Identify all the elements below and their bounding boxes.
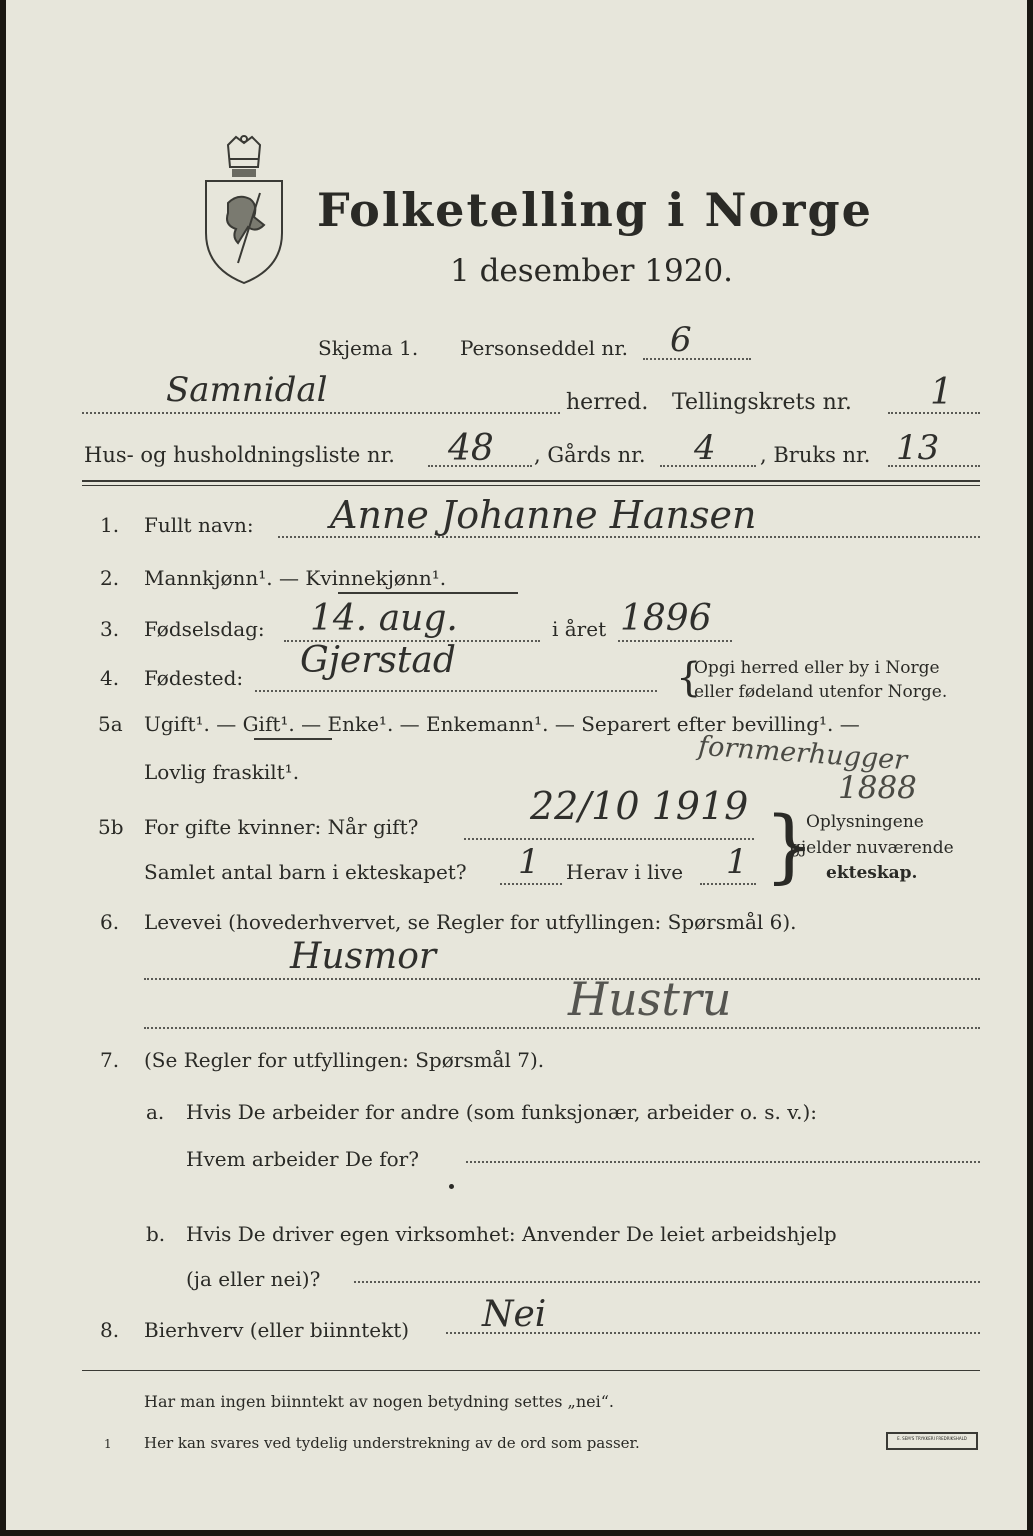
gards-label: , Gårds nr. bbox=[534, 443, 646, 467]
q7-number: 7. bbox=[100, 1048, 120, 1072]
q3-year-label: i året bbox=[552, 617, 607, 641]
ink-dot bbox=[449, 1184, 454, 1189]
scan-edge-bottom bbox=[0, 1530, 1033, 1536]
gift-underline bbox=[254, 738, 332, 740]
q6-line-2 bbox=[144, 1027, 980, 1029]
side-income-value[interactable]: Nei bbox=[482, 1294, 547, 1335]
bruks-value[interactable]: 13 bbox=[896, 428, 940, 468]
scan-edge-right bbox=[1027, 0, 1033, 1536]
q6-label: Levevei (hovederhvervet, se Regler for utfyllingen: Spørsmål 6). bbox=[144, 910, 797, 934]
printer-stamp-text: E. SEM'S TRYKKERI FREDRIKSHALD bbox=[897, 1436, 967, 1441]
personseddel-label: Personseddel nr. bbox=[460, 336, 629, 360]
scan-edge-left bbox=[0, 0, 6, 1536]
footnote-text: Her kan svares ved tydelig understrekning av de ord som passer. bbox=[144, 1434, 640, 1452]
q4-line bbox=[255, 690, 657, 692]
occupation-value[interactable]: Husmor bbox=[290, 936, 437, 977]
q2-number: 2. bbox=[100, 566, 120, 590]
bruks-label: , Bruks nr. bbox=[760, 443, 871, 467]
q5a-number: 5a bbox=[98, 712, 123, 736]
full-name-value[interactable]: Anne Johanne Hansen bbox=[330, 493, 757, 537]
q5b-note-line2: gjelder nuværende bbox=[790, 838, 954, 858]
herred-label: herred. bbox=[566, 390, 649, 415]
q7a-letter: a. bbox=[146, 1100, 165, 1124]
q4-note-line1: Opgi herred eller by i Norge bbox=[694, 658, 940, 678]
footer-rule bbox=[82, 1370, 980, 1371]
q8-number: 8. bbox=[100, 1318, 120, 1342]
herred-line bbox=[82, 412, 560, 414]
birth-day-value[interactable]: 14. aug. bbox=[310, 598, 458, 639]
children-value[interactable]: 1 bbox=[518, 842, 540, 882]
printer-stamp bbox=[886, 1432, 978, 1450]
margin-year: 1888 bbox=[838, 770, 917, 806]
q3-label: Fødselsdag: bbox=[144, 617, 265, 641]
q5a-label: Ugift¹. — Gift¹. — Enke¹. — Enkemann¹. — Separert efter bevilling¹. — bbox=[144, 712, 860, 736]
q8-label: Bierhverv (eller biinntekt) bbox=[144, 1318, 410, 1342]
herred-value[interactable]: Samnidal bbox=[166, 370, 328, 410]
coat-of-arms-icon bbox=[198, 133, 290, 288]
q6-number: 6. bbox=[100, 910, 120, 934]
footnote-mark: 1 bbox=[104, 1437, 112, 1451]
q7-label: (Se Regler for utfyllingen: Spørsmål 7). bbox=[144, 1048, 545, 1072]
q5b-label: For gifte kvinner: Når gift? bbox=[144, 815, 419, 839]
birth-year-value[interactable]: 1896 bbox=[620, 598, 712, 639]
personseddel-line bbox=[643, 358, 751, 360]
kvinnekjonn-underline bbox=[338, 592, 518, 594]
footer-note: Har man ingen biinntekt av nogen betydning settes „nei“. bbox=[144, 1392, 614, 1411]
q7b-label: Hvis De driver egen virksomhet: Anvender De leiet arbeidshjelp bbox=[186, 1222, 837, 1246]
q5a-label-2: Lovlig fraskilt¹. bbox=[144, 760, 300, 784]
q3-number: 3. bbox=[100, 617, 120, 641]
alive-value[interactable]: 1 bbox=[726, 842, 748, 882]
census-date: 1 desember 1920. bbox=[450, 253, 734, 289]
q5b-note-line1: Oplysningene bbox=[806, 812, 924, 832]
gards-value[interactable]: 4 bbox=[694, 428, 716, 468]
q4-number: 4. bbox=[100, 666, 120, 690]
tellingskrets-label: Tellingskrets nr. bbox=[672, 390, 852, 415]
q4-label: Fødested: bbox=[144, 666, 244, 690]
q1-number: 1. bbox=[100, 513, 120, 537]
q4-note-line2: eller fødeland utenfor Norge. bbox=[694, 682, 948, 702]
q1-label: Fullt navn: bbox=[144, 513, 254, 537]
q2-label: Mannkjønn¹. — Kvinnekjønn¹. bbox=[144, 566, 447, 590]
q5b-line bbox=[464, 838, 754, 840]
q7a-label-2: Hvem arbeider De for? bbox=[186, 1147, 419, 1171]
header-rule-thin bbox=[82, 485, 980, 486]
birthplace-value[interactable]: Gjerstad bbox=[300, 640, 456, 681]
husliste-value[interactable]: 48 bbox=[448, 428, 494, 469]
q3-year-line bbox=[618, 640, 732, 642]
husliste-label: Hus- og husholdningsliste nr. bbox=[84, 443, 395, 467]
q7b-line bbox=[354, 1281, 980, 1283]
q5b-label-2: Samlet antal barn i ekteskapet? bbox=[144, 860, 467, 884]
q5b-note-line3: ekteskap. bbox=[826, 863, 918, 883]
q5b-brace: } bbox=[764, 799, 815, 892]
q7b-letter: b. bbox=[146, 1222, 166, 1246]
occupation-correction: Hustru bbox=[568, 972, 732, 1026]
q7a-label: Hvis De arbeider for andre (som funksjonær, arbeider o. s. v.): bbox=[186, 1100, 818, 1124]
header-rule bbox=[82, 480, 980, 482]
personseddel-value[interactable]: 6 bbox=[670, 320, 692, 360]
q7b-label-2: (ja eller nei)? bbox=[186, 1267, 321, 1291]
form-title: Folketelling i Norge bbox=[317, 183, 873, 237]
q6-line-1 bbox=[144, 978, 980, 980]
q7a-line bbox=[466, 1161, 980, 1163]
tellingskrets-value[interactable]: 1 bbox=[930, 372, 953, 413]
alive-line bbox=[700, 883, 756, 885]
q4-brace: { bbox=[676, 655, 702, 701]
marriage-date-value[interactable]: 22/10 1919 bbox=[530, 784, 749, 828]
schema-label: Skjema 1. bbox=[318, 336, 419, 360]
alive-label: Herav i live bbox=[566, 860, 684, 884]
q5b-number: 5b bbox=[98, 815, 124, 839]
children-line bbox=[500, 883, 562, 885]
margin-note: fornmerhugger bbox=[697, 730, 909, 777]
